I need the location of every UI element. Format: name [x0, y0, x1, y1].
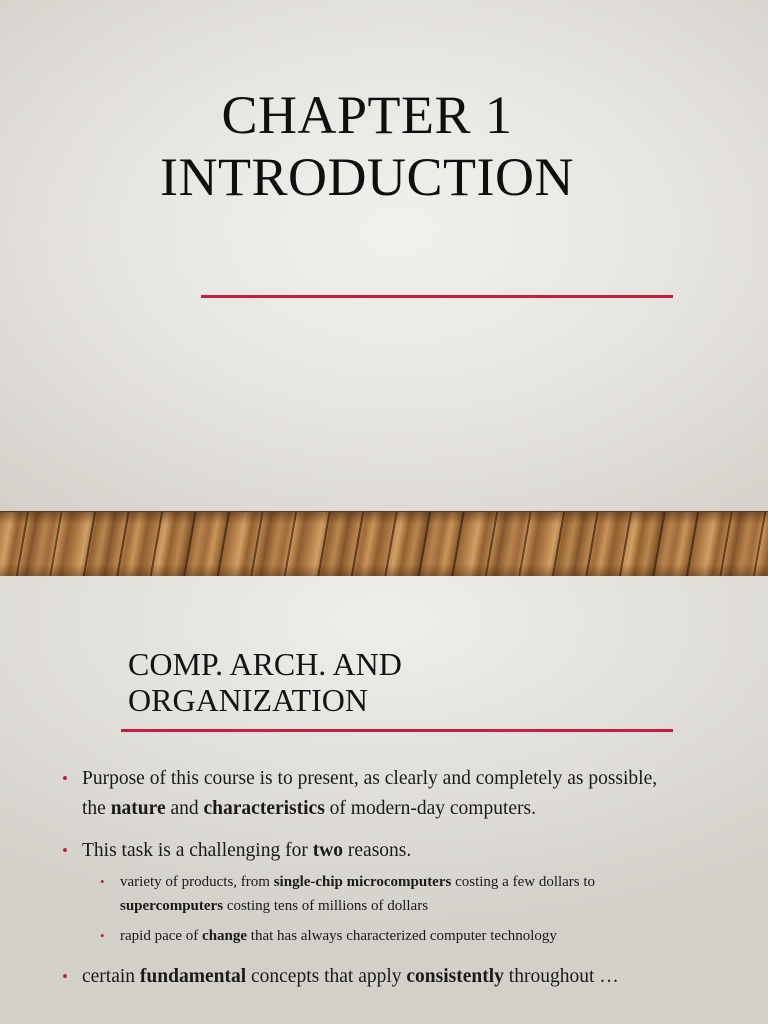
slide-heading [128, 646, 688, 718]
heading-line-2: ORGANIZATION [128, 682, 368, 718]
wooden-floor-image [0, 512, 768, 576]
slide-title [0, 84, 734, 208]
title-line-chapter: CHAPTER 1 [221, 85, 513, 145]
bold-term-change: change [202, 928, 248, 944]
title-accent-line [201, 295, 673, 298]
bold-term-supercomputers: supercomputers [120, 898, 224, 914]
content-slide [0, 576, 768, 1024]
bold-term-nature: nature [110, 798, 166, 819]
list-item [62, 764, 742, 824]
bullet-dot-icon: • [62, 769, 68, 788]
bullet-text-line-2: the nature and characteristics of modern-day computers. [82, 798, 536, 819]
bullet-text: Purpose of this course is to present, as clearly and completely as possible, [82, 768, 658, 789]
heading-line-1: COMP. ARCH. AND [128, 646, 402, 682]
sub-bullet-text: rapid pace of change that has always characterized computer technology [120, 928, 557, 944]
sub-list-item [100, 924, 720, 948]
sub-bullet-text: variety of products, from single-chip microcomputers costing a few dollars to [120, 874, 596, 890]
heading-accent-line [121, 729, 673, 732]
sub-bullet-text-line-2: supercomputers costing tens of millions of dollars [120, 898, 429, 914]
bold-term-fundamental: fundamental [139, 966, 247, 987]
bold-term-consistently: consistently [406, 966, 504, 987]
title-line-introduction: INTRODUCTION [160, 147, 574, 207]
bullet-dot-icon: • [100, 928, 105, 943]
bullet-dot-icon: • [62, 967, 68, 986]
bullet-text: certain fundamental concepts that apply consistently throughout … [82, 966, 619, 987]
bold-term-two: two [312, 840, 344, 861]
bullet-dot-icon: • [62, 841, 68, 860]
list-item [62, 962, 742, 992]
list-item [62, 836, 742, 866]
bullet-text: This task is a challenging for two reasons. [82, 840, 412, 861]
bold-term-single-chip: single-chip microcomputers [273, 874, 452, 890]
bullet-dot-icon: • [100, 874, 105, 889]
bold-term-characteristics: characteristics [203, 798, 325, 819]
sub-list-item [100, 870, 720, 918]
